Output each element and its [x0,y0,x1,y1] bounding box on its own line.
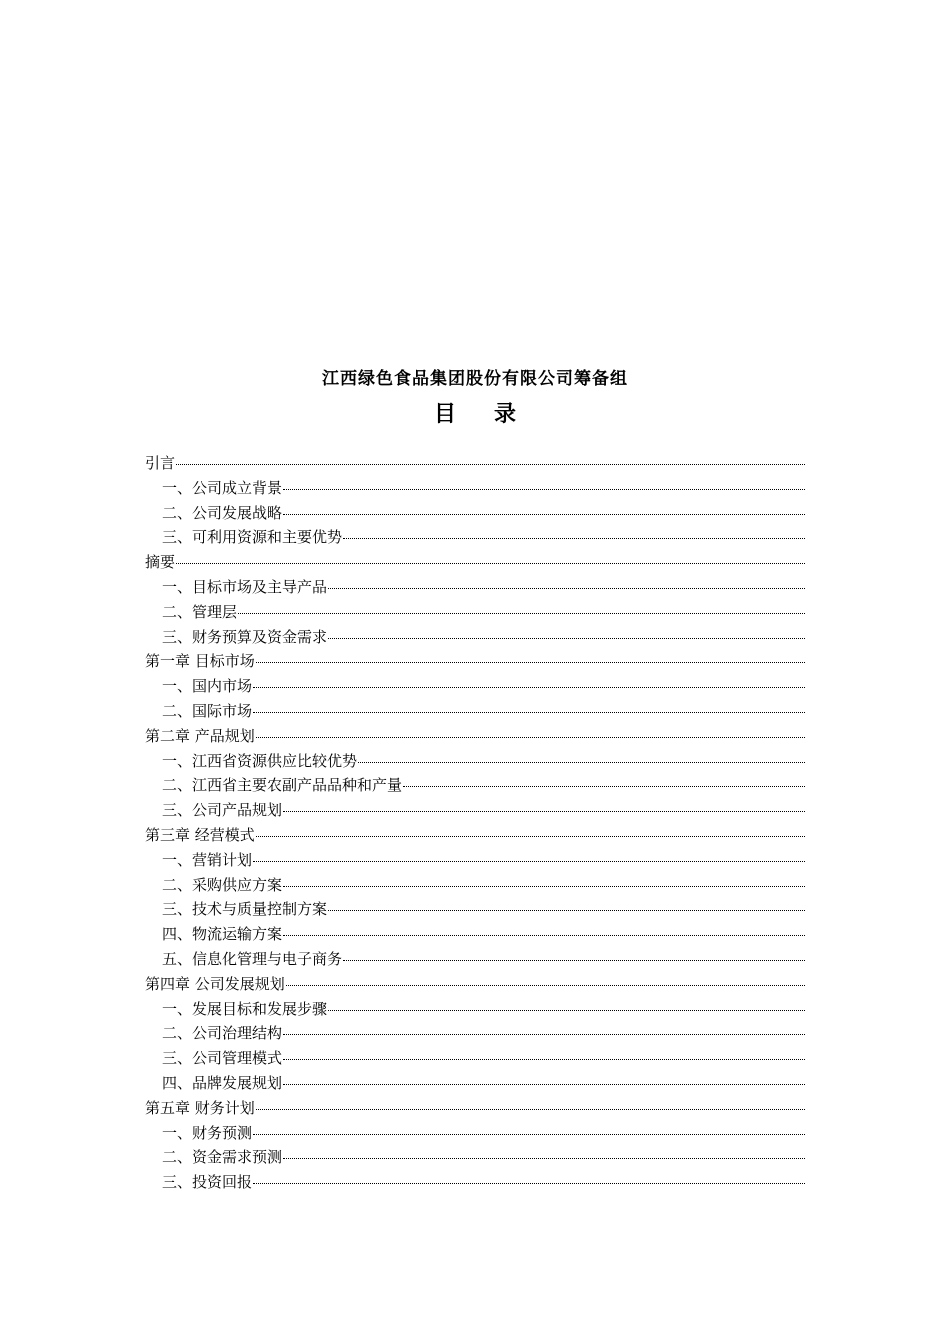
toc-section-entry[interactable] [145,922,805,947]
toc-dot-leader [286,985,805,986]
toc-chapter-entry[interactable] [145,649,805,674]
toc-section-entry[interactable] [145,1145,805,1170]
toc-dot-leader [283,1059,805,1060]
toc-dot-leader [283,886,805,887]
toc-dot-leader [256,737,805,738]
toc-section-entry[interactable] [145,501,805,526]
toc-chapter-entry[interactable] [145,1096,805,1121]
toc-dot-leader [176,464,805,465]
toc-chapter-entry[interactable] [145,550,805,575]
toc-section-entry[interactable] [145,1071,805,1096]
toc-section-entry[interactable] [145,773,805,798]
toc-entry-label: 三、可利用资源和主要优势 [162,528,343,547]
toc-section-entry[interactable] [145,1046,805,1071]
toc-chapter-entry[interactable] [145,823,805,848]
toc-entry-label: 一、国内市场 [162,677,253,696]
toc-dot-leader [358,762,805,763]
toc-dot-leader [238,613,805,614]
toc-section-entry[interactable] [145,476,805,501]
table-of-contents [145,451,805,1195]
toc-section-entry[interactable] [145,798,805,823]
toc-section-entry[interactable] [145,947,805,972]
toc-entry-label: 二、江西省主要农副产品品种和产量 [162,776,403,795]
toc-section-entry[interactable] [145,575,805,600]
toc-dot-leader [343,960,805,961]
toc-entry-label: 摘要 [145,553,176,572]
toc-entry-label: 第五章 财务计划 [145,1098,255,1117]
toc-dot-leader [283,935,805,936]
toc-section-entry[interactable] [145,674,805,699]
toc-dot-leader [256,836,805,837]
toc-section-entry[interactable] [145,1170,805,1195]
toc-dot-leader [283,514,805,515]
toc-dot-leader [253,1183,805,1184]
toc-entry-label: 一、江西省资源供应比较优势 [162,751,358,770]
toc-entry-label: 五、信息化管理与电子商务 [162,949,343,968]
toc-entry-label: 第三章 经营模式 [145,825,255,844]
toc-dot-leader [253,712,805,713]
toc-entry-label: 二、采购供应方案 [162,875,283,894]
toc-dot-leader [328,1010,805,1011]
toc-entry-label: 二、公司发展战略 [162,503,283,522]
toc-section-entry[interactable] [145,749,805,774]
toc-chapter-entry[interactable] [145,724,805,749]
toc-section-entry[interactable] [145,525,805,550]
toc-entry-label: 三、公司产品规划 [162,801,283,820]
toc-entry-label: 第一章 目标市场 [145,652,255,671]
toc-section-entry[interactable] [145,997,805,1022]
organization-title: 江西绿色食品集团股份有限公司筹备组 [322,369,628,389]
toc-dot-leader [253,861,805,862]
toc-entry-label: 二、资金需求预测 [162,1148,283,1167]
toc-entry-label: 一、财务预测 [162,1123,253,1142]
toc-section-entry[interactable] [145,625,805,650]
toc-entry-label: 二、公司治理结构 [162,1024,283,1043]
toc-entry-label: 一、目标市场及主导产品 [162,577,328,596]
toc-entry-label: 第二章 产品规划 [145,726,255,745]
toc-entry-label: 二、国际市场 [162,701,253,720]
toc-dot-leader [328,588,805,589]
toc-dot-leader [253,687,805,688]
toc-dot-leader [283,811,805,812]
toc-section-entry[interactable] [145,600,805,625]
toc-entry-label: 引言 [145,454,176,472]
toc-dot-leader [403,786,805,787]
toc-dot-leader [283,1158,805,1159]
toc-entry-label: 二、管理层 [162,602,238,621]
toc-entry-label: 一、发展目标和发展步骤 [162,999,328,1018]
toc-entry-label: 四、品牌发展规划 [162,1073,283,1092]
toc-dot-leader [283,1084,805,1085]
toc-dot-leader [253,1134,805,1135]
toc-section-entry[interactable] [145,897,805,922]
toc-entry-label: 一、公司成立背景 [162,478,283,497]
toc-chapter-entry[interactable] [145,451,805,476]
toc-entry-label: 四、物流运输方案 [162,925,283,944]
toc-chapter-entry[interactable] [145,972,805,997]
toc-dot-leader [256,1109,805,1110]
toc-dot-leader [343,538,805,539]
toc-entry-label: 三、技术与质量控制方案 [162,900,328,919]
toc-entry-label: 一、营销计划 [162,850,253,869]
toc-section-entry[interactable] [145,848,805,873]
toc-entry-label: 三、投资回报 [162,1173,253,1192]
toc-section-entry[interactable] [145,1021,805,1046]
toc-heading: 目录 [433,401,554,427]
toc-entry-label: 三、公司管理模式 [162,1049,283,1068]
toc-dot-leader [256,662,805,663]
toc-section-entry[interactable] [145,1121,805,1146]
toc-entry-label: 三、财务预算及资金需求 [162,627,328,646]
toc-dot-leader [176,563,805,564]
toc-dot-leader [328,910,805,911]
toc-dot-leader [283,1034,805,1035]
toc-section-entry[interactable] [145,699,805,724]
toc-dot-leader [283,489,805,490]
toc-entry-label: 第四章 公司发展规划 [145,974,285,993]
toc-dot-leader [328,638,805,639]
toc-section-entry[interactable] [145,873,805,898]
